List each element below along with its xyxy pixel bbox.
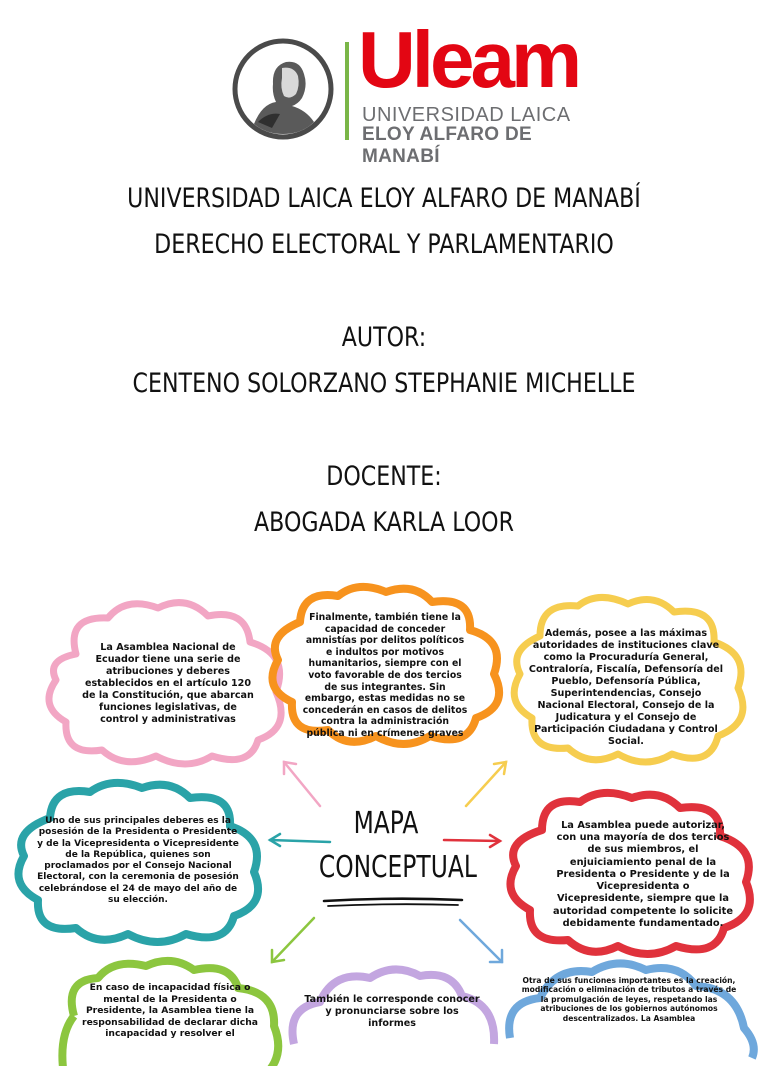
cloud-green-text: En caso de incapacidad física o mental de la Presidenta o Presidente, la Asamblea tiene la responsabilidad de declarar dicha incapacidad y resolver el	[82, 982, 258, 1039]
cloud-pink	[36, 594, 294, 772]
cloud-blue	[500, 958, 762, 1058]
university-title: UNIVERSIDAD LAICA ELOY ALFARO DE MANABÍ	[127, 183, 641, 214]
map-title-line1: MAPA	[353, 806, 419, 841]
founder-portrait-icon	[232, 38, 334, 140]
cloud-red	[500, 786, 762, 962]
cloud-pink-text: La Asamblea Nacional de Ecuador tiene una serie de atribuciones y deberes establecidos en el artículo 120 de la Constitución, que abarcan funciones legislativas, de control y administrativas	[82, 642, 254, 725]
cloud-teal	[6, 778, 268, 950]
logo-subtitle-2: ELOY ALFARO DE MANABÍ	[362, 124, 532, 167]
arrow-to-blue	[460, 920, 502, 962]
cloud-blue-text: Otra de sus funciones importantes es la creación, modificación o eliminación de tributos a través de la promulgación de leyes, respetando las atribuciones de los gobiernos autónomos descentralizados. La Asamblea	[521, 976, 737, 1023]
author-label: AUTOR:	[341, 322, 427, 353]
logo-subtitle-1: UNIVERSIDAD LAICA	[362, 104, 571, 126]
map-title-underline	[322, 895, 464, 909]
map-title-line2: CONCEPTUAL	[318, 850, 477, 885]
cloud-yellow	[504, 592, 752, 772]
author-name: CENTENO SOLORZANO STEPHANIE MICHELLE	[132, 368, 636, 399]
logo-wordmark: Uleam	[358, 15, 579, 104]
cloud-orange-text: Finalmente, también tiene la capacidad de conceder amnistías por delitos políticos e indultos por motivos humanitarios, siempre con el voto favorable de dos tercios de sus integrantes. Sin embargo, estas medidas no se concederán en casos de delitos contra la administración pública ni en crímenes graves	[302, 612, 468, 740]
cloud-purple-text: También le corresponde conocer y pronunciarse sobre los informes	[304, 994, 480, 1029]
logo-divider	[345, 42, 349, 140]
cloud-green	[54, 956, 286, 1066]
cloud-orange	[258, 580, 510, 752]
teacher-name: ABOGADA KARLA LOOR	[254, 507, 514, 538]
teacher-label: DOCENTE:	[326, 461, 442, 492]
cloud-teal-text: Uno de sus principales deberes es la posesión de la Presidenta o Presidente y de la Vicepresidenta o Vicepresidente de la República, quienes son proclamados por el Consejo Nacional Electoral, con la ceremonia de posesión celebrándose el 24 de mayo del año de su elección.	[37, 816, 239, 905]
university-logo	[232, 15, 592, 167]
cloud-red-text: La Asamblea puede autorizar, con una mayoría de dos tercios de sus miembros, el enjuiciamiento penal de la Presidenta o Presidente y de la Vicepresidenta o Vicepresidente, siempre que la autoridad competente lo solicite debidamente fundamentado.	[553, 820, 733, 929]
course-title: DERECHO ELECTORAL Y PARLAMENTARIO	[154, 229, 614, 260]
cloud-purple	[282, 964, 502, 1064]
cloud-yellow-text: Además, posee a las máximas autoridades de instituciones clave como la Procuraduría General, Contraloría, Fiscalía, Defensoría del Pueblo, Defensoría Pública, Superintendencias, Consejo Nacional Electoral, Consejo de la Judicatura y el Consejo de Participación Ciudadana y Control Social.	[528, 628, 724, 747]
